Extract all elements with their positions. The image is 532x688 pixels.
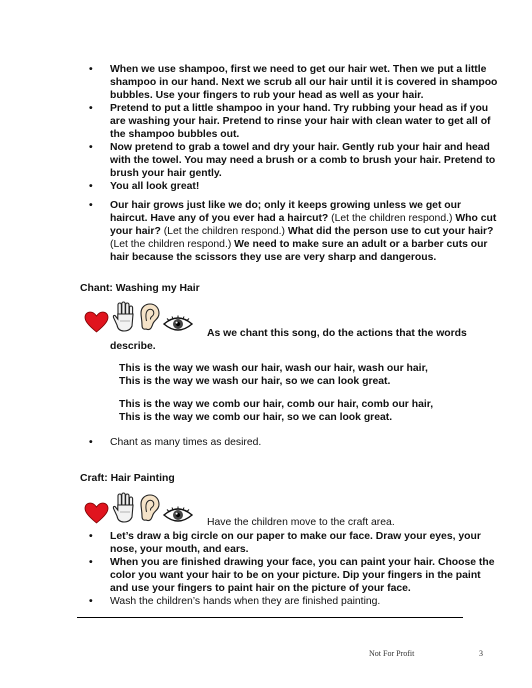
craft-bullet-list bbox=[80, 530, 500, 608]
chant-sense-icons bbox=[84, 299, 193, 333]
list-item bbox=[80, 180, 500, 193]
chant-instruction-line1: As we chant this song, do the actions that the words bbox=[207, 328, 467, 339]
hand-icon bbox=[111, 301, 137, 333]
heart-icon bbox=[84, 311, 109, 333]
chant-verse-1 bbox=[119, 362, 428, 388]
bold-text: Let’s draw a big circle on our paper to make our face. Draw your eyes, your nose, your mouth, and ears. bbox=[110, 531, 481, 555]
bold-text: When you are finished drawing your face, you can paint your hair. Choose the color you want your hair to be on your picture. Dip your fingers in the paint and use your fingers to paint hair on the picture of your face. bbox=[110, 557, 495, 594]
footer-label: Not For Profit bbox=[369, 649, 415, 658]
heart-icon bbox=[84, 502, 109, 524]
bold-text: You all look great! bbox=[110, 181, 200, 192]
bold-text: Pretend to put a little shampoo in your hand. Try rubbing your head as if you are washing your hair. Pretend to rinse your hair with clean water to get all of the shampoo bubbles out. bbox=[110, 103, 491, 140]
plain-text: (Let the children respond.) bbox=[331, 213, 453, 224]
craft-heading: Craft: Hair Painting bbox=[80, 473, 175, 484]
footer-divider bbox=[77, 617, 463, 618]
bold-text: When we use shampoo, first we need to get our hair wet. Then we put a little shampoo in our hand. Next we scrub all our hair until it is covered in shampoo bubbles. Use your fingers to rub your head as well as your hair. bbox=[110, 64, 498, 101]
plain-text: (Let the children respond.) bbox=[110, 239, 232, 250]
ear-icon bbox=[139, 494, 161, 524]
plain-text: Wash the children’s hands when they are finished painting. bbox=[110, 596, 381, 607]
ear-icon bbox=[139, 303, 161, 333]
hand-icon bbox=[111, 492, 137, 524]
chant-verse-2 bbox=[119, 398, 433, 424]
haircut-bullet-list bbox=[80, 199, 500, 264]
bold-text: We need to make sure an adult or a barber cuts our hair because the scissors they use are very sharp and dangerous. bbox=[110, 239, 488, 263]
craft-instruction: Have the children move to the craft area. bbox=[207, 517, 395, 528]
chant-note-list bbox=[80, 436, 500, 449]
list-item bbox=[80, 199, 500, 264]
plain-text: (Let the children respond.) bbox=[163, 226, 285, 237]
chant-heading: Chant: Washing my Hair bbox=[80, 283, 200, 294]
list-item: • Chant as many times as desired. bbox=[80, 436, 500, 449]
list-item bbox=[80, 141, 500, 180]
verse-line: This is the way we wash our hair, so we can look great. bbox=[119, 376, 391, 387]
verse-line: This is the way we wash our hair, wash our hair, wash our hair, bbox=[119, 363, 428, 374]
bold-text: What did the person use to cut your hair? bbox=[285, 226, 494, 237]
craft-sense-icons bbox=[84, 490, 193, 524]
verse-line: This is the way we comb our hair, so we can look great. bbox=[119, 412, 393, 423]
list-item bbox=[80, 595, 500, 608]
intro-bullet-list bbox=[80, 63, 500, 193]
page-number: 3 bbox=[479, 649, 483, 658]
bold-text: Our hair grows just like we do; only it keeps growing unless we get our haircut. Have any of you ever had a haircut? bbox=[110, 200, 462, 224]
list-item bbox=[80, 530, 500, 556]
list-item bbox=[80, 63, 500, 102]
list-item bbox=[80, 102, 500, 141]
eye-icon bbox=[163, 315, 193, 333]
bold-text: Now pretend to grab a towel and dry your hair. Gently rub your hair and head with the towel. You may need a brush or a comb to brush your hair. Pretend to brush your hair gently. bbox=[110, 142, 496, 179]
verse-line: This is the way we comb our hair, comb our hair, comb our hair, bbox=[119, 399, 434, 410]
list-item bbox=[80, 556, 500, 595]
chant-instruction-line2: describe. bbox=[110, 341, 156, 352]
eye-icon bbox=[163, 506, 193, 524]
bold-text: Who cut your hair? bbox=[110, 213, 497, 237]
